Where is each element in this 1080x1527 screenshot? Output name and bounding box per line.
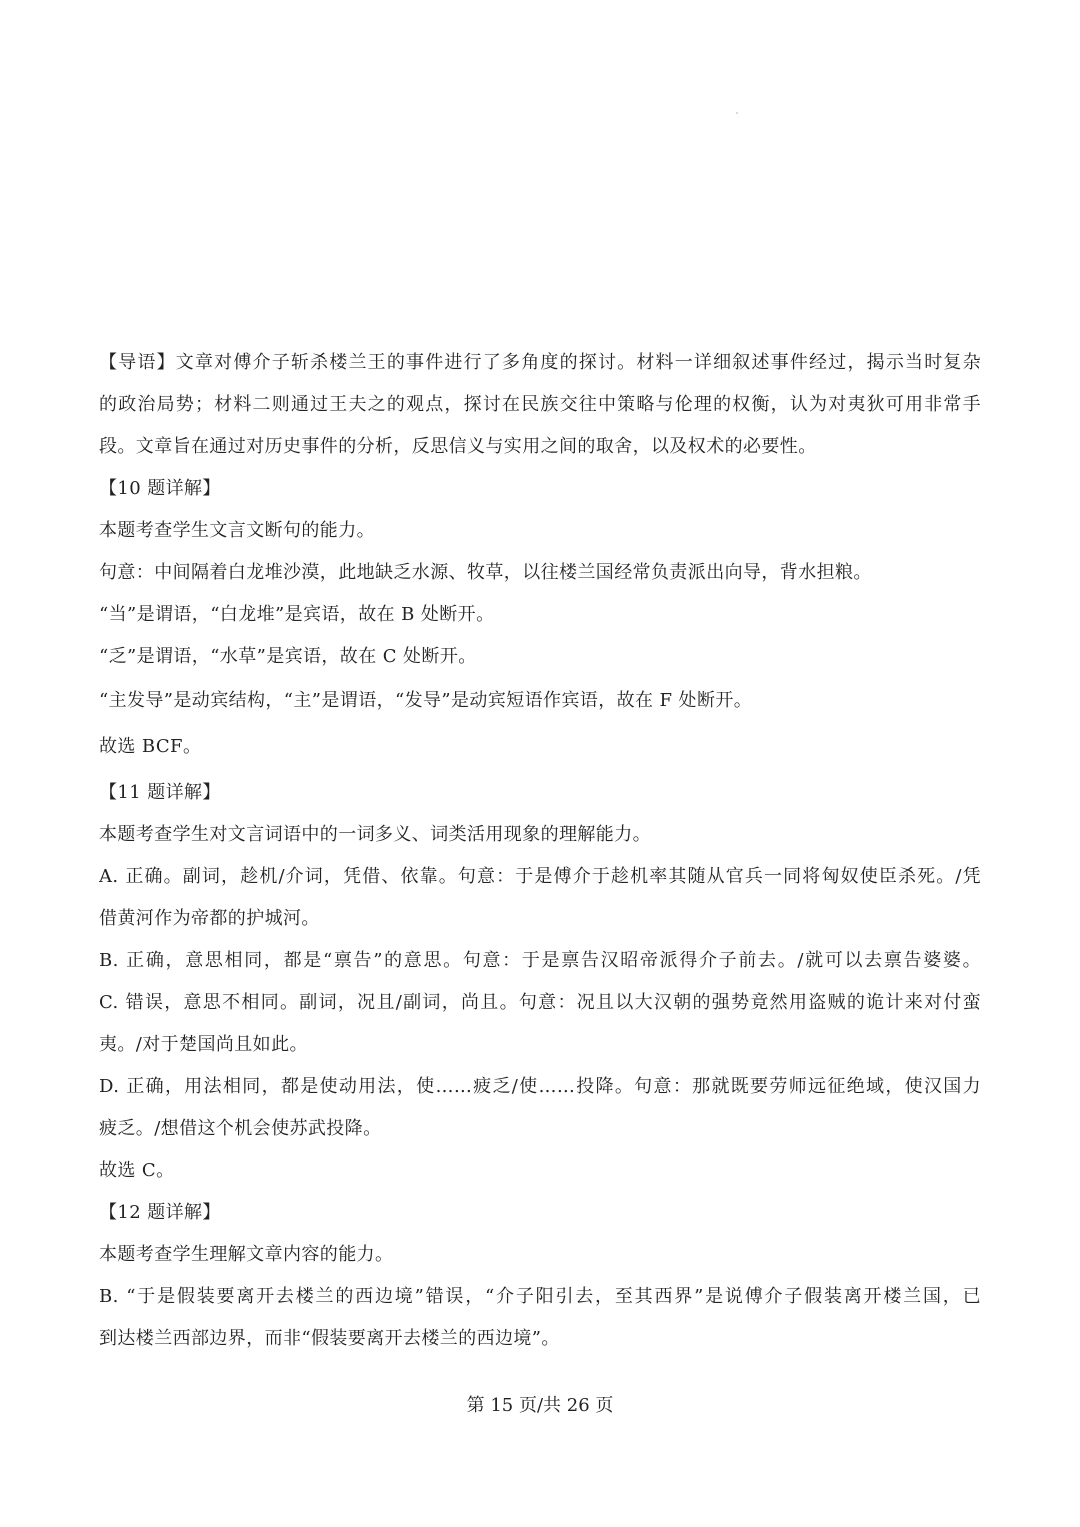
q11-option-c-cont: 夷。/对于楚国尚且如此。 <box>99 1034 308 1055</box>
q10-line: 句意：中间隔着白龙堆沙漠，此地缺乏水源、牧草，以往楼兰国经常负责派出向导，背水担粮。 <box>99 562 872 583</box>
q10-line: “主发导”是动宾结构，“主”是谓语，“发导”是动宾短语作宾语，故在 F 处断开。 <box>99 690 753 711</box>
q11-answer: 故选 C。 <box>99 1160 175 1181</box>
page-number: 第 15 页/共 26 页 <box>466 1395 614 1416</box>
intro-line-2: 的政治局势；材料二则通过王夫之的观点，探讨在民族交往中策略与伦理的权衡，认为对夷狄可用非常手 <box>99 394 981 415</box>
q11-option-a-cont: 借黄河作为帝都的护城河。 <box>99 908 320 929</box>
q11-option-c: C. 错误，意思不相同。副词，况且/副词，尚且。句意：况且以大汉朝的强势竟然用盗贼的诡计来对付蛮 <box>99 992 981 1013</box>
q11-option-d: D. 正确，用法相同，都是使动用法，使……疲乏/使……投降。句意：那就既要劳师远征绝域，使汉国力 <box>99 1076 981 1097</box>
q11-line: 本题考查学生对文言词语中的一词多义、词类活用现象的理解能力。 <box>99 824 651 845</box>
q11-heading: 【11 题详解】 <box>99 782 221 803</box>
intro-line-3: 段。文章旨在通过对历史事件的分析，反思信义与实用之间的取舍，以及权术的必要性。 <box>99 436 817 457</box>
q12-option-b-cont: 到达楼兰西部边界，而非“假装要离开去楼兰的西边境”。 <box>99 1328 560 1349</box>
q11-option-d-cont: 疲乏。/想借这个机会使苏武投降。 <box>99 1118 382 1139</box>
answer-content <box>99 348 981 1354</box>
scan-speck <box>736 112 738 114</box>
q10-line: “乏”是谓语，“水草”是宾语，故在 C 处断开。 <box>99 646 477 667</box>
q12-line: 本题考查学生理解文章内容的能力。 <box>99 1244 394 1265</box>
q10-answer: 故选 BCF。 <box>99 736 202 757</box>
q11-option-b: B. 正确，意思相同，都是“禀告”的意思。句意：于是禀告汉昭帝派得介子前去。/就可以去禀告婆婆。 <box>99 950 981 971</box>
q10-heading: 【10 题详解】 <box>99 478 221 499</box>
intro-line-1: 【导语】文章对傅介子斩杀楼兰王的事件进行了多角度的探讨。材料一详细叙述事件经过，揭示当时复杂 <box>99 352 981 373</box>
q10-line: 本题考查学生文言文断句的能力。 <box>99 520 375 541</box>
q12-heading: 【12 题详解】 <box>99 1202 221 1223</box>
q11-option-a: A. 正确。副词，趁机/介词，凭借、依靠。句意：于是傅介于趁机率其随从官兵一同将匈奴使臣杀死。/凭 <box>99 866 981 887</box>
q10-line: “当”是谓语，“白龙堆”是宾语，故在 B 处断开。 <box>99 604 495 625</box>
q12-option-b: B. “于是假装要离开去楼兰的西边境”错误，“介子阳引去，至其西界”是说傅介子假装离开楼兰国，已 <box>99 1286 981 1307</box>
